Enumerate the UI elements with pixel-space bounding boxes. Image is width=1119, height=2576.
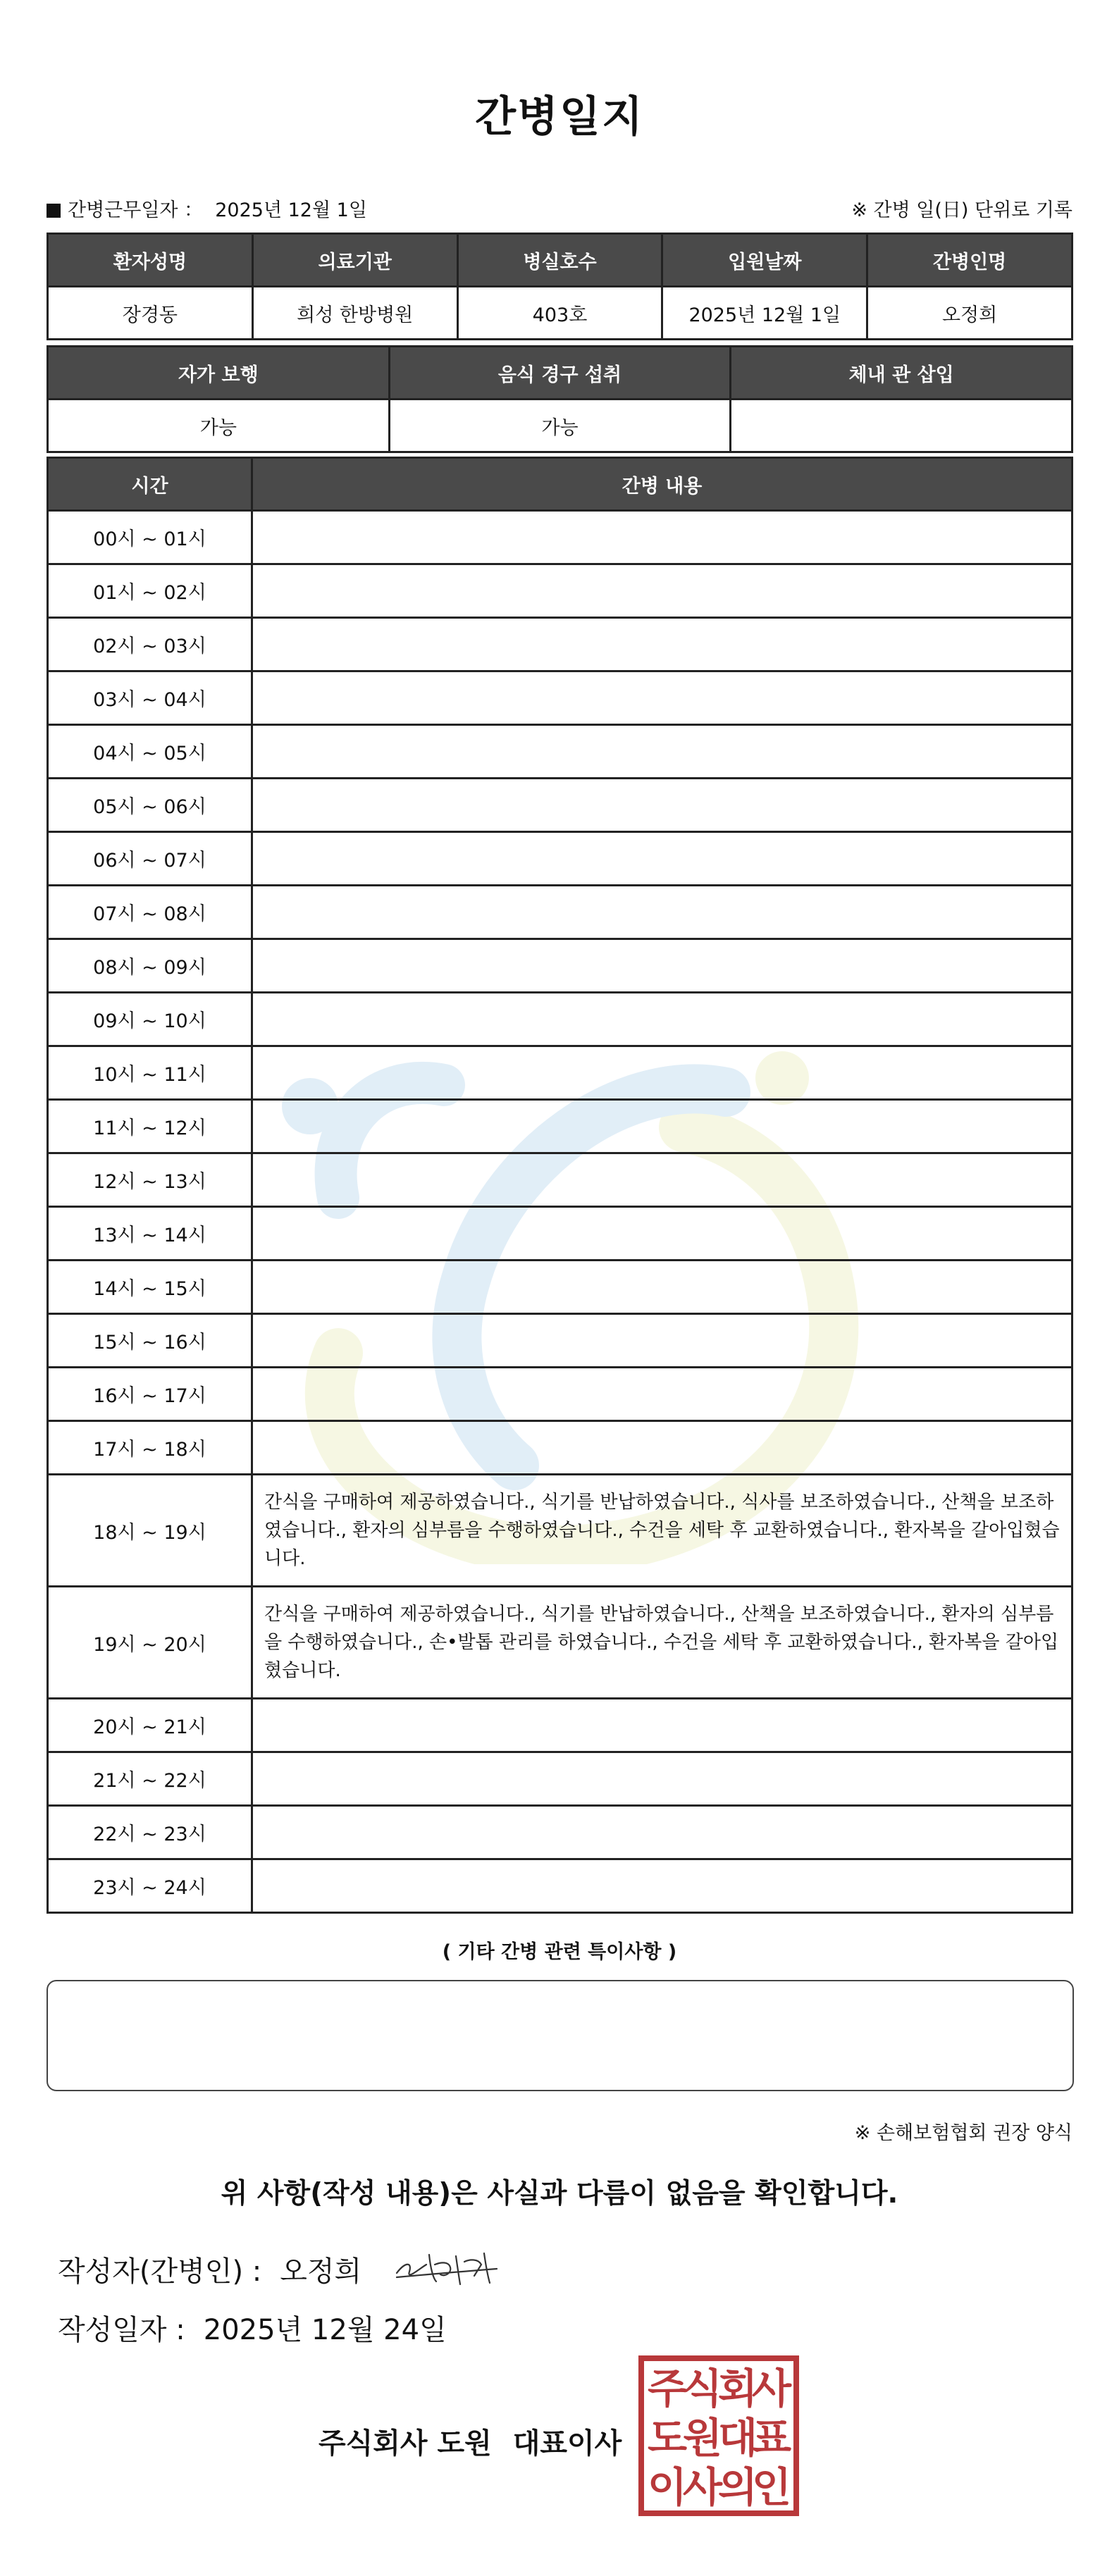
company-seal xyxy=(638,2355,800,2517)
table-row xyxy=(48,1699,1072,1752)
square-bullet-icon xyxy=(47,204,61,218)
svg-text:식: 식 xyxy=(682,2365,723,2413)
written-date-line xyxy=(58,2308,447,2348)
written-date-label: 작성일자 : xyxy=(58,2314,185,2346)
form-note: ※ 손해보험협회 권장 양식 xyxy=(854,2122,1072,2144)
header-care-content: 간병 내용 xyxy=(252,458,1072,511)
care-content xyxy=(252,1752,1072,1806)
care-content xyxy=(252,1261,1072,1314)
time-slot: 03시 ~ 04시 xyxy=(48,671,252,725)
table-row xyxy=(48,1100,1072,1153)
time-slot: 02시 ~ 03시 xyxy=(48,618,252,671)
handwritten-signature xyxy=(391,2241,504,2291)
svg-text:주: 주 xyxy=(647,2365,688,2413)
table-row xyxy=(48,886,1072,939)
svg-text:원: 원 xyxy=(682,2414,723,2462)
table-row xyxy=(48,993,1072,1046)
self-walking-value: 가능 xyxy=(48,400,390,452)
table-row xyxy=(48,1153,1072,1207)
care-content xyxy=(252,618,1072,671)
work-date-value: 2025년 12월 1일 xyxy=(215,199,367,221)
care-content xyxy=(252,1859,1072,1913)
patient-status-table xyxy=(47,345,1073,453)
care-content xyxy=(252,511,1072,564)
care-content xyxy=(252,993,1072,1046)
care-content xyxy=(252,1153,1072,1207)
patient-info-table xyxy=(47,233,1073,340)
table-row xyxy=(48,1587,1072,1699)
company-signature xyxy=(319,2421,622,2461)
care-content xyxy=(252,779,1072,832)
time-slot: 22시 ~ 23시 xyxy=(48,1806,252,1859)
table-row xyxy=(48,1421,1072,1475)
svg-text:표: 표 xyxy=(751,2414,792,2462)
record-note: ※ 간병 일(日) 단위로 기록 xyxy=(851,199,1072,221)
company-title: 대표이사 xyxy=(512,2427,622,2460)
care-content: 간식을 구매하여 제공하였습니다., 식기를 반납하였습니다., 산책을 보조하였습니다., 환자의 심부름을 수행하였습니다., 손•발톱 관리를 하였습니다., 수건을 세탁 후 교환하였습니다., 환자복을 갈아입혔습니다. xyxy=(252,1587,1072,1699)
care-content xyxy=(252,564,1072,618)
care-content xyxy=(252,886,1072,939)
oral-intake-value: 가능 xyxy=(389,400,731,452)
svg-text:인: 인 xyxy=(751,2463,792,2511)
author-name: 오정희 xyxy=(280,2255,362,2288)
tube-insertion-value xyxy=(731,400,1072,452)
confirmation-statement: 위 사항(작성 내용)은 사실과 다름이 없음을 확인합니다. xyxy=(221,2178,898,2210)
care-content xyxy=(252,725,1072,779)
time-slot: 16시 ~ 17시 xyxy=(48,1368,252,1421)
work-date-label: 간병근무일자 ： xyxy=(68,199,204,221)
time-slot: 18시 ~ 19시 xyxy=(48,1475,252,1587)
caregiver-name: 오정희 xyxy=(867,287,1072,340)
time-slot: 17시 ~ 18시 xyxy=(48,1421,252,1475)
company-name: 주식회사 도원 xyxy=(319,2427,492,2460)
time-slot: 12시 ~ 13시 xyxy=(48,1153,252,1207)
time-slot: 00시 ~ 01시 xyxy=(48,511,252,564)
table-row xyxy=(48,1475,1072,1587)
svg-text:도: 도 xyxy=(647,2414,688,2462)
document-title: 간병일지 xyxy=(475,92,644,142)
header-room: 병실호수 xyxy=(457,234,662,287)
time-slot: 23시 ~ 24시 xyxy=(48,1859,252,1913)
care-content xyxy=(252,1100,1072,1153)
svg-text:대: 대 xyxy=(717,2414,758,2462)
table-row xyxy=(48,939,1072,993)
svg-text:의: 의 xyxy=(717,2463,758,2511)
room-number: 403호 xyxy=(457,287,662,340)
care-content xyxy=(252,671,1072,725)
table-row xyxy=(48,832,1072,886)
table-row xyxy=(48,511,1072,564)
header-self-walking: 자가 보행 xyxy=(48,347,390,400)
notes-title: ( 기타 간병 관련 특이사항 ) xyxy=(442,1941,677,1963)
care-content xyxy=(252,1314,1072,1368)
table-row xyxy=(48,1314,1072,1368)
care-content xyxy=(252,1207,1072,1261)
table-row xyxy=(48,1752,1072,1806)
time-slot: 08시 ~ 09시 xyxy=(48,939,252,993)
header-admission-date: 입원날짜 xyxy=(662,234,867,287)
svg-text:사: 사 xyxy=(682,2463,723,2511)
time-slot: 15시 ~ 16시 xyxy=(48,1314,252,1368)
time-slot: 05시 ~ 06시 xyxy=(48,779,252,832)
table-row xyxy=(48,1368,1072,1421)
table-row xyxy=(48,671,1072,725)
time-slot: 19시 ~ 20시 xyxy=(48,1587,252,1699)
header-time: 시간 xyxy=(48,458,252,511)
author-line xyxy=(58,2249,361,2289)
time-slot: 13시 ~ 14시 xyxy=(48,1207,252,1261)
care-log-table xyxy=(47,457,1073,1914)
time-slot: 21시 ~ 22시 xyxy=(48,1752,252,1806)
written-date-value: 2025년 12월 24일 xyxy=(203,2314,447,2346)
table-row xyxy=(48,564,1072,618)
table-row xyxy=(48,1207,1072,1261)
table-row xyxy=(48,725,1072,779)
svg-text:회: 회 xyxy=(717,2365,758,2413)
patient-name: 장경동 xyxy=(48,287,253,340)
table-row xyxy=(48,1261,1072,1314)
notes-box xyxy=(47,1980,1074,2091)
time-slot: 10시 ~ 11시 xyxy=(48,1046,252,1100)
time-slot: 20시 ~ 21시 xyxy=(48,1699,252,1752)
header-caregiver-name: 간병인명 xyxy=(867,234,1072,287)
care-content xyxy=(252,1046,1072,1100)
hospital-name: 희성 한방병원 xyxy=(252,287,457,340)
time-slot: 11시 ~ 12시 xyxy=(48,1100,252,1153)
care-content xyxy=(252,1368,1072,1421)
table-row xyxy=(48,618,1072,671)
table-row xyxy=(48,779,1072,832)
care-content xyxy=(252,1421,1072,1475)
work-date xyxy=(47,194,367,222)
time-slot: 01시 ~ 02시 xyxy=(48,564,252,618)
table-row xyxy=(48,1046,1072,1100)
time-slot: 14시 ~ 15시 xyxy=(48,1261,252,1314)
svg-text:이: 이 xyxy=(647,2463,688,2511)
time-slot: 07시 ~ 08시 xyxy=(48,886,252,939)
table-row xyxy=(48,1859,1072,1913)
header-tube-insertion: 체내 관 삽입 xyxy=(731,347,1072,400)
header-oral-intake: 음식 경구 섭취 xyxy=(389,347,731,400)
care-content xyxy=(252,1699,1072,1752)
time-slot: 09시 ~ 10시 xyxy=(48,993,252,1046)
header-hospital: 의료기관 xyxy=(252,234,457,287)
svg-text:사: 사 xyxy=(751,2365,792,2413)
care-content xyxy=(252,939,1072,993)
care-content xyxy=(252,832,1072,886)
care-content: 간식을 구매하여 제공하였습니다., 식기를 반납하였습니다., 식사를 보조하였습니다., 산책을 보조하였습니다., 환자의 심부름을 수행하였습니다., 수건을 세탁 후 교환하였습니다., 환자복을 갈아입혔습니다. xyxy=(252,1475,1072,1587)
time-slot: 06시 ~ 07시 xyxy=(48,832,252,886)
header-patient-name: 환자성명 xyxy=(48,234,253,287)
time-slot: 04시 ~ 05시 xyxy=(48,725,252,779)
table-row xyxy=(48,1806,1072,1859)
author-label: 작성자(간병인) : xyxy=(58,2255,262,2288)
care-content xyxy=(252,1806,1072,1859)
admission-date: 2025년 12월 1일 xyxy=(662,287,867,340)
